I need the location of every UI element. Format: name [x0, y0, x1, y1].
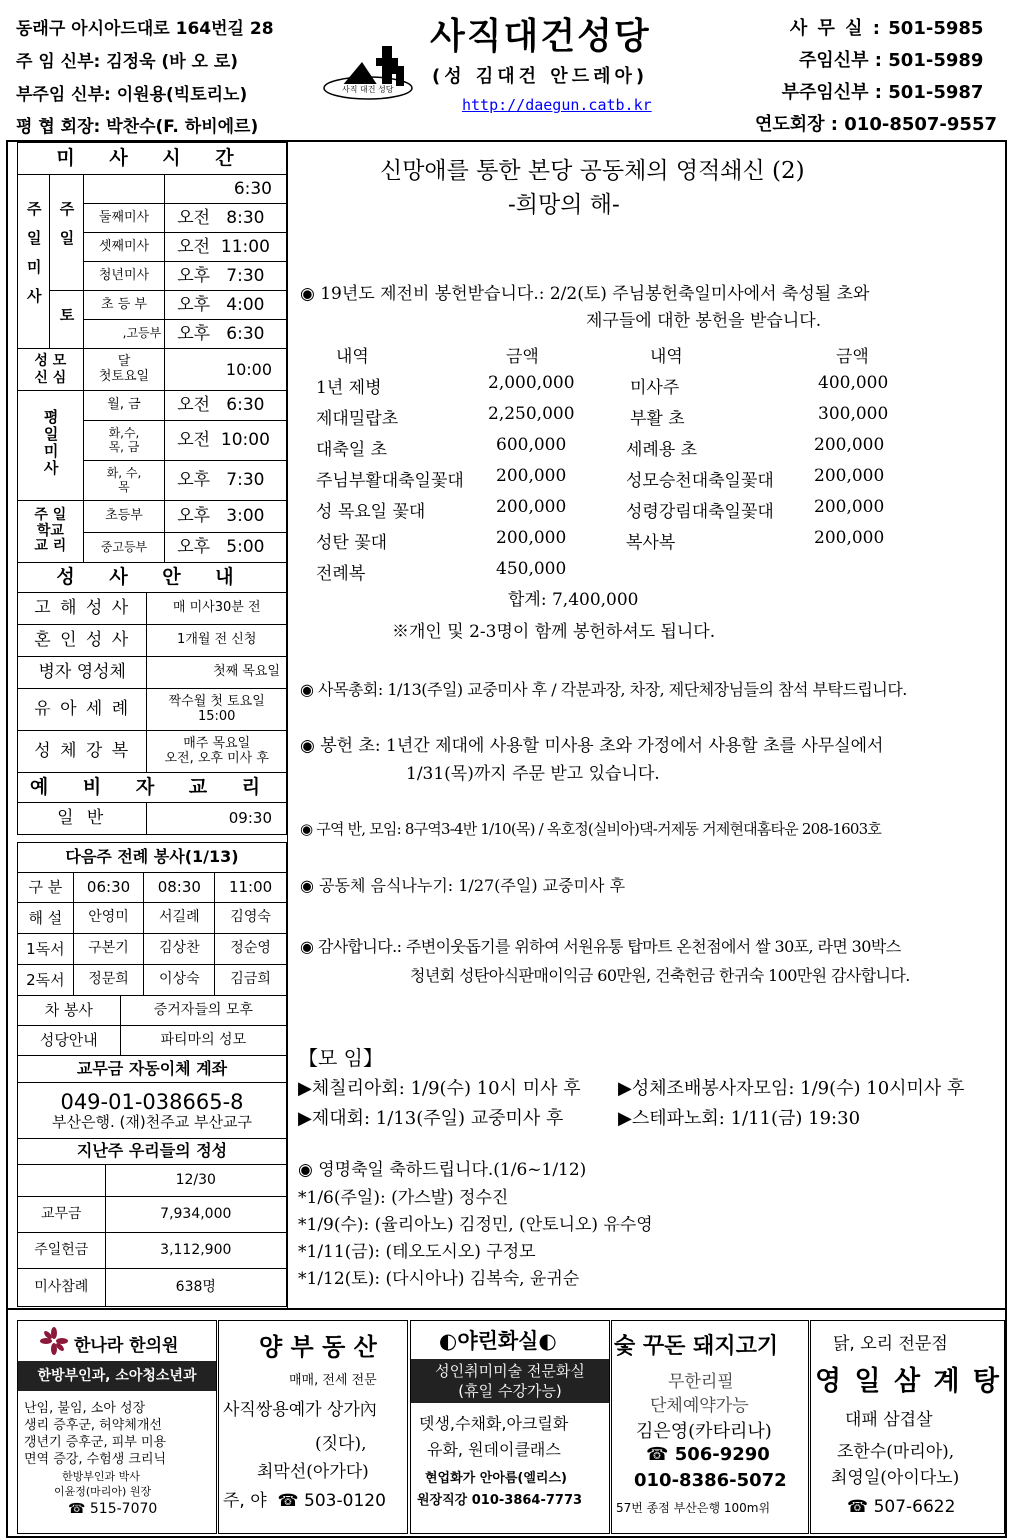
meetings-title: 【모 임】 [298, 1046, 383, 1070]
contact-assistant: 부주임신부 : 501-5987 [781, 82, 984, 103]
realty-name: 양 부 동 산 [259, 1333, 377, 1361]
mass-time: 오후 5:00 [165, 533, 287, 563]
feast-title: ◉ 영명축일 축하드립니다.(1/6~1/12) [298, 1160, 587, 1180]
donation-note: ※개인 및 2-3명이 함께 봉헌하셔도 됩니다. [392, 622, 716, 642]
mass-time: 6:30 [165, 175, 287, 204]
church-name: 사직대건성당 [430, 16, 651, 57]
meeting-stephano: ▶스테파노회: 1/11(금) 19:30 [618, 1108, 861, 1129]
account-box [18, 1083, 287, 1139]
logo-caption: 사직 대건 성당 [342, 85, 394, 94]
council-president-line: 평 협 회장: 박찬수(F. 하비에르) [16, 117, 259, 137]
meeting-altar: ▶제대회: 1/13(주일) 교중미사 후 [298, 1108, 564, 1129]
clinic-banner: 한방부인과, 소아청소년과 [18, 1361, 216, 1391]
assistant-pastor-line: 부주임 신부: 이원용(빅토리노) [16, 85, 248, 105]
ad-realty: 양 부 동 산 매매, 전세 전문 사직쌍용예가 상가內 (짓다), 최막선(아가다) 주, 야 ☎ 503-0120 [218, 1320, 408, 1534]
ad-clinic: 한나라 한의원 한방부인과, 소아청소년과 난임, 불임, 소아 성장 생리 증후군, 허약체개선 갱년기 증후군, 피부 미용 면역 증강, 수험생 크리닉 한방부인과 박사 이윤정(마리아) 원장 ☎ 515-7070 [17, 1320, 217, 1534]
ad-samgyetang: 닭, 오리 전문점 영 일 삼 계 탕 대패 삼겹살 조한수(마리아), 최영일(아이다노) ☎ 507-6622 [810, 1320, 1005, 1534]
realty-phone: 주, 야 ☎ 503-0120 [223, 1491, 386, 1511]
contact-pastor: 주임신부 : 501-5989 [798, 50, 984, 71]
announcement-food-sharing: ◉ 공동체 음식나누기: 1/27(주일) 교중미사 후 [300, 876, 626, 895]
announcement-candle-order-cont: 1/31(목)까지 주문 받고 있습니다. [406, 764, 660, 784]
sacraments-table: 성 사 안 내 고 해 성 사 매 미사30분 전 혼 인 성 사 1개월 전 신청 병자 영성체 첫째 목요일 유 아 세 례 짝수월 첫 토요일 15:00 성 체 강 복 매주 목요일 오전, 오후 미사 후 예 비 자 교 리 일 반 09:30 [17, 562, 287, 835]
contact-office: 사 무 실 : 501-5985 [789, 18, 984, 39]
service-extra-table: 차 봉사 증거자들의 모후 성당안내 파티마의 성모 교무금 자동이체 계좌 049-01-038665-8 부산은행. (재)천주교 부산교구 지난주 우리들의 정성 [17, 995, 287, 1165]
mass-time: 오후 6:30 [165, 320, 287, 349]
church-logo [322, 40, 418, 102]
mass-time: 오전 11:00 [165, 233, 287, 262]
account-bank: 부산은행. (재)천주교 부산교구 [52, 1112, 252, 1131]
ad-art-studio: ◐야린화실◐ 성인취미미술 전문화실 (휴일 수강가능) 뎃생,수채화,아크릴화 유화, 원데이클래스 현업화가 안아름(엘리스) 원장직강 010-3864-7773 [410, 1320, 610, 1534]
liturgy-service-table: 다음주 전례 봉사(1/13) 구 분 06:30 08:30 11:00 해 설 안영미 서길례 김영숙 1독서 구본기 김상찬 정순영 2독서 정문희 이상숙 김금희 [17, 842, 287, 996]
announcement-district-meeting: ◉ 구역 반, 모임: 8구역3-4반 1/10(목) / 옥호정(실비아)댁-거제동 거제현대홈타운 208-1603호 [300, 820, 882, 838]
meeting-cecilia: ▶체칠리아회: 1/9(수) 10시 미사 후 [298, 1078, 581, 1099]
mass-time: 오후 3:00 [165, 501, 287, 533]
pork-phone: ☎ 506-9290 [646, 1444, 770, 1465]
novena-time: 10:00 [165, 349, 287, 391]
sunday-mass-label: 주일미사 [18, 175, 50, 349]
mass-time: 오전 8:30 [165, 204, 287, 233]
mass-schedule-table: 미 사 시 간 주일미사 주일 6:30 둘째미사 오전 8:30 셋째미사 오전 11:00 청년미사 오후 7:30 토 초 등 부 오후 4:00 ,고등부 오후 6:30 성 모 신 심 달 첫토요일 10:00 평일미사 월, 금 오전 6:30 화,수, 목, 금 오전 10:00 화, 수, 목 오후 7:30 주 일 학교 교 리 초등부 오후 3:00 중고등부 오후 5:00 [17, 142, 287, 563]
art-phone: 원장직강 010-3864-7773 [417, 1493, 583, 1508]
clinic-phone: ☎ 515-7070 [68, 1501, 158, 1517]
feast-item: *1/6(주일): (가스발) 정수진 [298, 1188, 509, 1208]
ads-divider [6, 1308, 1007, 1310]
flower-icon [40, 1327, 68, 1355]
clinic-name: 한나라 한의원 [74, 1336, 179, 1356]
main-subtitle: -희망의 해- [508, 192, 620, 218]
announcement-thanks: ◉ 감사합니다.: 주변이웃돕기를 위하여 서원유통 탑마트 온천점에서 쌀 30포, 라면 30박스 [300, 937, 901, 956]
frame-right [1005, 140, 1007, 1538]
feast-item: *1/12(토): (다시아나) 김복숙, 윤귀순 [298, 1269, 580, 1289]
church-patron: (성 김대건 안드레아) [432, 66, 649, 87]
frame-bottom [6, 1536, 1007, 1538]
mass-time: 오전 10:00 [165, 421, 287, 461]
donation-list: 내역 금액 내역 금액 1년 제병 2,000,000 미사주 400,000 제대밀랍초 2,250,000 부활 초 300,000 대축일 초 600,000 세례용 초 200,000 주님부활대축일꽃대 200,000 성모승천대축일꽃대 200,000 성 목요일 꽃대 200,000 성령강림대축일꽃대 200,000 성탄 꽃대 200,000 복사복 200,000 전례복 450,000 [316, 347, 889, 584]
novena-day: 달 첫토요일 [83, 349, 164, 391]
pastor-line: 주 임 신부: 김정욱 (바 오 로) [16, 52, 239, 72]
art-banner: 성인취미미술 전문화실 (휴일 수강가능) [411, 1359, 609, 1403]
mass-time: 오후 7:30 [165, 461, 287, 501]
contact-prayer-president: 연도회장 : 010-8507-9557 [754, 114, 997, 135]
service-title: 다음주 전례 봉사(1/13) [18, 843, 287, 873]
saturday-label: 토 [49, 291, 83, 349]
church-address: 동래구 아시아드대로 164번길 28 [16, 19, 274, 39]
announcement-candle-order: ◉ 봉헌 초: 1년간 제대에 사용할 미사용 초와 가정에서 사용할 초를 사무실에서 [300, 736, 884, 756]
art-name: ◐야린화실◐ [439, 1329, 557, 1353]
main-title: 신망애를 통한 본당 공동체의 영적쇄신 (2) [380, 158, 805, 184]
account-number: 049-01-038665-8 [60, 1089, 244, 1114]
weekday-mass-label: 평일미사 [18, 391, 84, 501]
pork-mobile: 010-8386-5072 [634, 1470, 787, 1491]
announcement-candle-offering: ◉ 19년도 제전비 봉헌받습니다.: 2/2(토) 주님봉헌축일미사에서 축성될 초와 [300, 284, 870, 304]
pork-name: 숯 꾸돈 돼지고기 [614, 1334, 779, 1359]
column-divider [287, 140, 288, 1310]
sunday-school-label: 주 일 학교 교 리 [18, 501, 84, 563]
ad-pork: 숯 꾸돈 돼지고기 무한리필 단체예약가능 김은영(카타리나) ☎ 506-9290 010-8386-5072 57번 종점 부산은행 100m위 [611, 1320, 809, 1534]
mass-time: 오전 6:30 [165, 391, 287, 421]
mass-time: 오후 4:00 [165, 291, 287, 320]
samgyetang-phone: ☎ 507-6622 [847, 1497, 956, 1517]
sunday-label: 주일 [49, 175, 83, 291]
catechumen-title: 예 비 자 교 리 [18, 773, 287, 803]
mass-schedule-title: 미 사 시 간 [18, 143, 287, 175]
sacraments-title: 성 사 안 내 [18, 563, 287, 593]
offering-table: 12/30 교무금 7,934,000 주일헌금 3,112,900 미사참례 638명 [17, 1164, 287, 1307]
masthead [0, 0, 1023, 138]
meeting-adoration: ▶성체조배봉사자모임: 1/9(수) 10시미사 후 [618, 1078, 965, 1099]
frame-left [6, 140, 8, 1538]
announcement-thanks-cont: 청년회 성탄아식판매이익금 60만원, 건축헌금 한귀숙 100만원 감사합니다. [410, 966, 910, 985]
donation-total: 합계: 7,400,000 [508, 590, 639, 610]
novena-label: 성 모 신 심 [18, 349, 84, 391]
announcement-candle-offering-cont: 제구들에 대한 봉헌을 받습니다. [586, 311, 822, 331]
announcement-pastoral-meeting: ◉ 사목총회: 1/13(주일) 교중미사 후 / 각분과장, 차장, 제단체장님들의 참석 부탁드립니다. [300, 680, 907, 699]
samgyetang-name: 영 일 삼 계 탕 [815, 1366, 1002, 1397]
feast-item: *1/11(금): (테오도시오) 구정모 [298, 1242, 536, 1262]
account-title: 교무금 자동이체 계좌 [18, 1056, 287, 1083]
feast-item: *1/9(수): (율리아노) 김정민, (안토니오) 유수영 [298, 1215, 653, 1235]
website-link[interactable]: http://daegun.catb.kr [462, 96, 652, 114]
offering-title: 지난주 우리들의 정성 [18, 1139, 287, 1165]
mass-time: 오후 7:30 [165, 262, 287, 291]
